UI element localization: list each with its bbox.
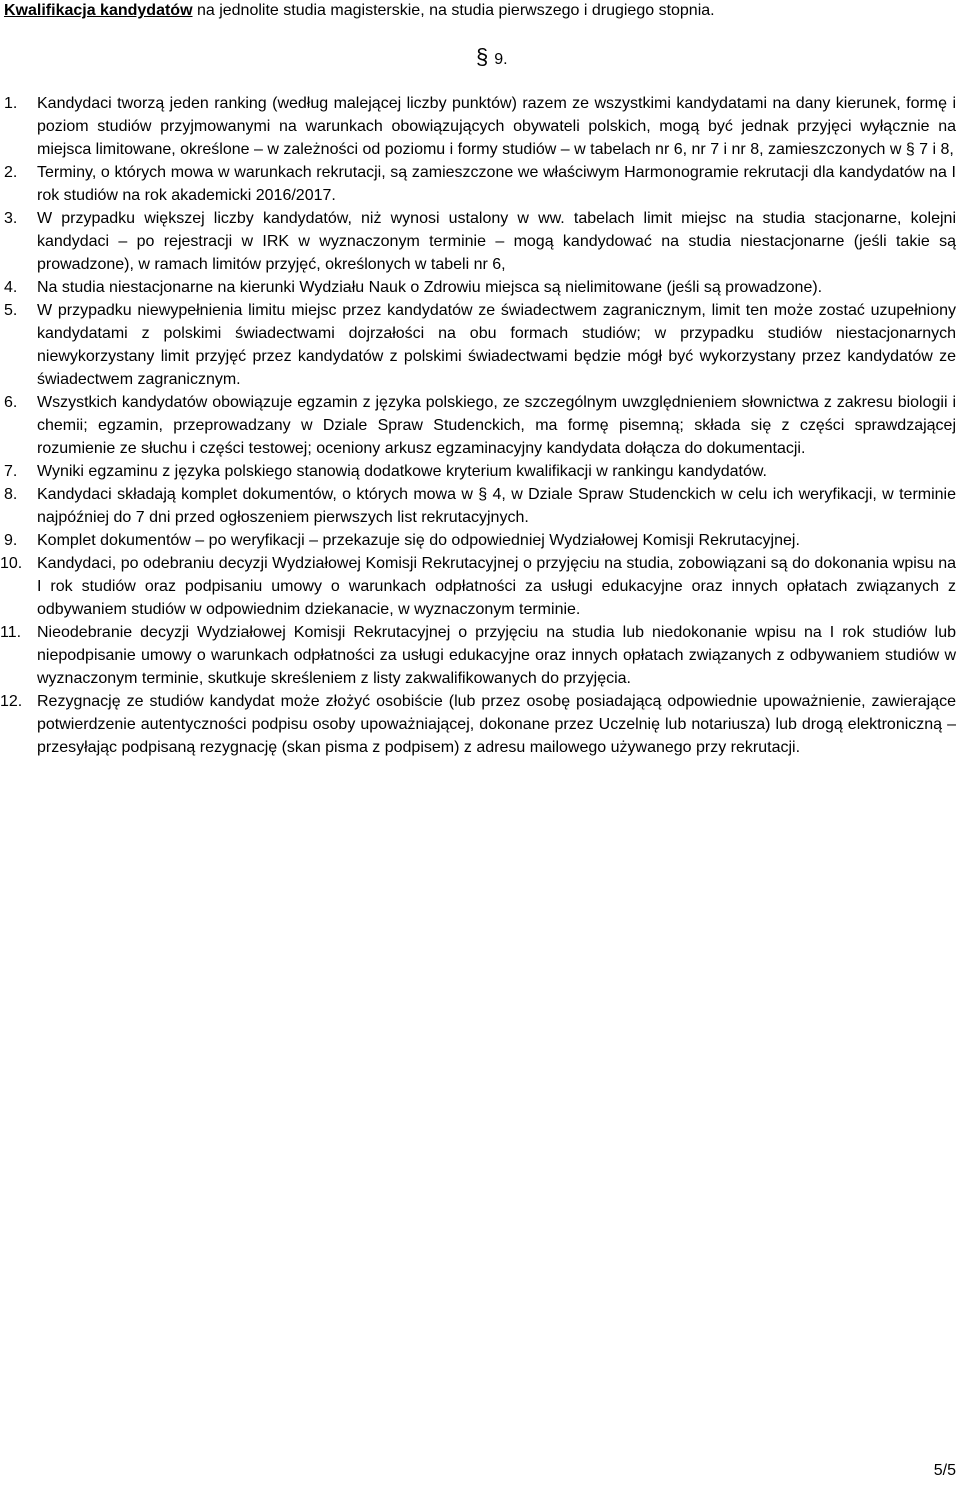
list-item [0, 621, 958, 690]
list-item [0, 299, 958, 391]
list-item-number: 2. [4, 164, 18, 181]
list-item-number: 10. [0, 555, 23, 572]
list-item-number: 3. [4, 210, 18, 227]
page-title-bold: Kwalifikacja kandydatów [4, 2, 193, 19]
list-item-text: Komplet dokumentów – po weryfikacji – przekazuje się do odpowiedniej Wydziałowej Komisji Rekrutacyjnej. [37, 532, 800, 549]
section-heading [476, 46, 508, 71]
list-item [0, 391, 958, 460]
list-item-text: Rezygnację ze studiów kandydat może złożyć osobiście (lub przez osobę posiadającą odpowiednie upoważnienie, zawierające potwierdzenie autentyczności podpisu osoby upoważniającej, dokonane przez Uczelnię lub notariusza) lub drogą elektroniczną – przesyłając podpisaną rezygnację (skan pisma z podpisem) z adresu mailowego używanego przy rekrutacji. [37, 693, 956, 756]
list-item-text: Terminy, o których mowa w warunkach rekrutacji, są zamieszczone we właściwym Harmonogramie rekrutacji dla kandydatów na I rok studiów na rok akademicki 2016/2017. [37, 164, 956, 204]
list-item-number: 5. [4, 302, 18, 319]
list-item [0, 92, 958, 161]
list-item-text: Na studia niestacjonarne na kierunki Wydziału Nauk o Zdrowiu miejsca są nielimitowane (jeśli są prowadzone). [37, 279, 823, 296]
list-item [0, 276, 958, 299]
list-item-number: 12. [0, 693, 23, 710]
list-item-text: W przypadku niewypełnienia limitu miejsc przez kandydatów ze świadectwem zagranicznym, limit ten może zostać uzupełniony kandydatami z polskimi świadectwami dojrzałości na obu formach studiów; w przypadku studiów niestacjonarnych niewykorzystany limit przyjęć przez kandydatów z polskimi świadectwami będzie mógł być wykorzystany przez kandydatów ze świadectwem zagranicznym. [37, 302, 956, 388]
section-symbol: § [476, 44, 489, 69]
page-title-rest: na jednolite studia magisterskie, na studia pierwszego i drugiego stopnia. [192, 2, 715, 19]
list-item-number: 9. [4, 532, 18, 549]
list-item [0, 161, 958, 207]
page-number: 5/5 [933, 1462, 956, 1479]
list-item-number: 1. [4, 95, 18, 112]
page-title [4, 0, 954, 22]
section-number: 9. [494, 51, 508, 68]
list-item-text: Wyniki egzaminu z języka polskiego stanowią dodatkowe kryterium kwalifikacji w rankingu kandydatów. [37, 463, 767, 480]
list-item [0, 207, 958, 276]
list-item-number: 7. [4, 463, 18, 480]
list-item [0, 690, 958, 759]
list-item-text: Kandydaci tworzą jeden ranking (według malejącej liczby punktów) razem ze wszystkimi kandydatami na dany kierunek, formę i poziom studiów przyjmowanymi na warunkach obowiązujących obywateli polskich, mogą być jednak przyjęci wyłącznie na miejsca limitowane, określone – w zależności od poziomu i formy studiów – w tabelach nr 6, nr 7 i nr 8, zamieszczonych w § 7 i 8, [37, 95, 956, 158]
list-item-number: 6. [4, 394, 18, 411]
list-item-text: Nieodebranie decyzji Wydziałowej Komisji Rekrutacyjnej o przyjęciu na studia lub niedokonanie wpisu na I rok studiów lub niepodpisanie umowy o warunkach odpłatności za usługi edukacyjne oraz innych opłatach związanych z odbywaniem studiów w wyznaczonym terminie, skutkuje skreśleniem z listy zakwalifikowanych do przyjęcia. [37, 624, 956, 687]
list-item-number: 8. [4, 486, 18, 503]
list-item-text: Wszystkich kandydatów obowiązuje egzamin z języka polskiego, ze szczególnym uwzględnieniem słownictwa z zakresu biologii i chemii; egzamin, przeprowadzany w Dziale Spraw Studenckich, ma formę pisemną; składa się z części sprawdzającej rozumienie ze słuchu i części testowej; oceniony arkusz egzaminacyjny kandydata dołącza do dokumentacji. [37, 394, 956, 457]
numbered-list [0, 92, 958, 759]
list-item-text: Kandydaci, po odebraniu decyzji Wydziałowej Komisji Rekrutacyjnej o przyjęciu na studia, zobowiązani są do dokonania wpisu na I rok studiów oraz podpisaniu umowy o warunkach odpłatności za usługi edukacyjne oraz innych opłatach związanych z odbywaniem studiów w odpowiednim dziekanacie, w wyznaczonym terminie. [37, 555, 956, 618]
list-item-text: Kandydaci składają komplet dokumentów, o których mowa w § 4, w Dziale Spraw Studenckich w celu ich weryfikacji, w terminie najpóźniej do 7 dni przed ogłoszeniem pierwszych list rekrutacyjnych. [37, 486, 956, 526]
list-item [0, 460, 958, 483]
list-item [0, 483, 958, 529]
list-item [0, 552, 958, 621]
list-item-text: W przypadku większej liczby kandydatów, niż wynosi ustalony w ww. tabelach limit miejsc na studia stacjonarne, kolejni kandydaci – po rejestracji w IRK w wyznaczonym terminie – mogą kandydować na studia niestacjonarne (jeśli takie są prowadzone), w ramach limitów przyjęć, określonych w tabeli nr 6, [37, 210, 956, 273]
list-item-number: 11. [0, 624, 22, 641]
list-item [0, 529, 958, 552]
list-item-number: 4. [4, 279, 18, 296]
